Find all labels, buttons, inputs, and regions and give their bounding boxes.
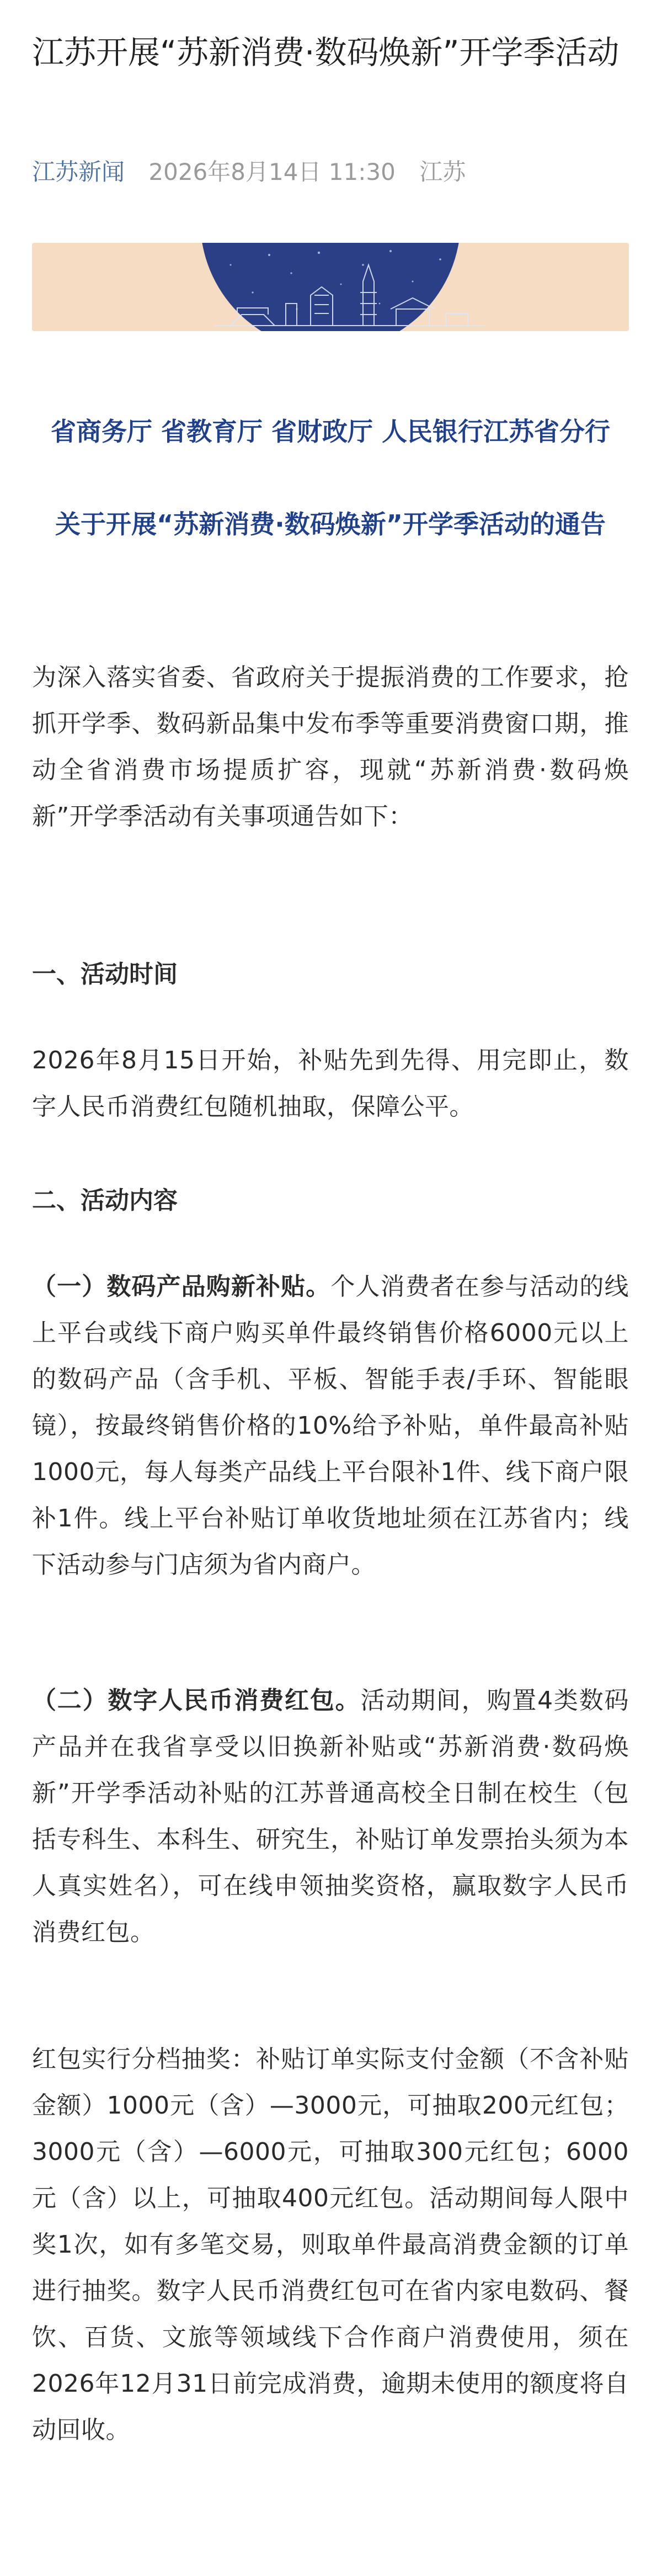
article-datetime: 2026年8月14日 11:30	[148, 158, 396, 185]
banner-illustration	[32, 243, 629, 331]
item2-lottery-paragraph: 红包实行分档抽奖：补贴订单实际支付金额（不含补贴金额）1000元（含）—3000元，可抽取200元红包；3000元（含）—6000元，可抽取300元红包；6000元（含）以上，可抽取400元红包。活动期间每人限中奖1次，如有多笔交易，则取单件最高消费金额的订单进行抽奖。数字人民币消费红包可在省内家电数码、餐饮、百货、文旅等领域线下合作商户消费使用，须在2026年12月31日前完成消费，逾期未使用的额度将自动回收。	[32, 2045, 629, 2444]
article-meta	[32, 156, 482, 189]
article-source-link[interactable]: 江苏新闻	[32, 158, 125, 185]
item1-body: 个人消费者在参与活动的线上平台或线下商户购买单件最终销售价格6000元以上的数码产品（含手机、平板、智能手表/手环、智能眼镜），按最终销售价格的10%给予补贴，单件最高补贴1000元，每人每类产品线上平台限补1件、线下商户限补1件。线上平台补贴订单收货地址须在江苏省内；线下活动参与门店须为省内商户。	[32, 1273, 629, 1579]
section2-heading: 二、活动内容	[32, 1186, 178, 1215]
section1-heading: 一、活动时间	[32, 960, 178, 988]
item1-title: （一）数码产品购新补贴。	[32, 1273, 331, 1301]
intro-paragraph: 为深入落实省委、省政府关于提振消费的工作要求，抢抓开学季、数码新品集中发布季等重要消费窗口期，推动全省消费市场提质扩容，现就“苏新消费·数码焕新”开学季活动有关事项通告如下：	[32, 663, 629, 831]
article-banner-image	[32, 243, 629, 331]
item2-paragraph	[32, 1678, 629, 1956]
section1-body: 2026年8月15日开始，补贴先到先得、用完即止，数字人民币消费红包随机抽取，保障公平。	[32, 1046, 629, 1121]
item1-paragraph	[32, 1264, 629, 1588]
item2-title: （二）数字人民币消费红包。	[32, 1686, 361, 1715]
article-region: 江苏	[419, 158, 466, 185]
notice-issuers: 省商务厅 省教育厅 省财政厅 人民银行江苏省分行	[50, 417, 611, 446]
notice-title: 关于开展“苏新消费·数码焕新”开学季活动的通告	[55, 509, 606, 539]
item2-body: 活动期间，购置4类数码产品并在我省享受以旧换新补贴或“苏新消费·数码焕新”开学季活动补贴的江苏普通高校全日制在校生（包括专科生、本科生、研究生，补贴订单发票抬头须为本人真实姓名），可在线申领抽奖资格，赢取数字人民币消费红包。	[32, 1686, 629, 1946]
article-title: 江苏开展“苏新消费·数码焕新”开学季活动	[32, 34, 620, 71]
